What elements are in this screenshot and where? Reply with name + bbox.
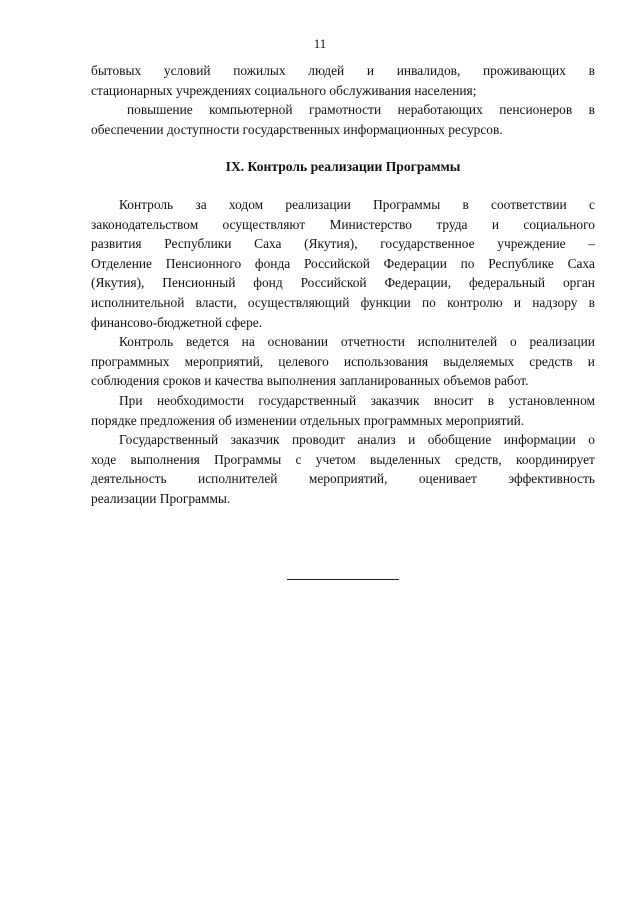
word: по: [422, 294, 436, 310]
word: обобщение: [427, 432, 492, 448]
word: за: [195, 196, 207, 212]
text-line: [91, 273, 595, 293]
word: основании: [267, 334, 329, 350]
word: Программы: [214, 451, 282, 467]
word: федеральный: [468, 275, 546, 291]
text-line: реализации Программы.: [91, 490, 231, 506]
word: мероприятий,: [308, 471, 388, 487]
word: пенсионеров: [499, 102, 573, 118]
word: необходимости: [156, 392, 244, 408]
word: Пенсионный: [162, 275, 236, 291]
word: бытовых: [91, 63, 142, 78]
word: контролю: [447, 294, 503, 310]
word: фонд: [253, 275, 283, 291]
word: учреждение: [497, 236, 566, 252]
word: и: [587, 353, 595, 369]
word: исполнительной: [91, 294, 185, 310]
word: в: [487, 392, 495, 408]
word: Министерство: [329, 216, 412, 232]
word: отчетности: [340, 334, 405, 350]
word: координирует: [516, 451, 595, 467]
word: анализ: [357, 432, 396, 448]
word: инвалидов,: [396, 63, 461, 78]
word: функции: [360, 294, 411, 310]
word: выполнения: [130, 451, 200, 467]
word: информации: [503, 432, 576, 448]
word: Программы: [373, 196, 441, 212]
text-line: стационарных учреждениях социального обслуживания населения;: [91, 82, 477, 98]
word: Отделение: [91, 255, 153, 271]
word: соответствии: [491, 196, 567, 212]
paragraph-amendments: [91, 391, 595, 430]
text-line: [91, 254, 595, 274]
word: установленном: [508, 392, 595, 408]
paragraph-control-basis: [91, 332, 595, 391]
word: осуществляют: [222, 216, 306, 232]
word: Пенсионного: [165, 255, 242, 271]
word: Российской: [303, 255, 370, 271]
word: программных: [91, 353, 170, 369]
word: и: [366, 63, 375, 78]
text-line: [91, 332, 595, 352]
word: При: [119, 392, 143, 408]
text-line: [91, 469, 595, 489]
intro-paragraph: [91, 61, 595, 139]
word: использования: [343, 353, 428, 369]
word: с: [295, 451, 302, 467]
word: ходе: [91, 451, 117, 467]
word: законодательством: [91, 216, 199, 232]
word: Государственный: [119, 432, 219, 448]
word: деятельность: [91, 471, 167, 487]
text-line: порядке предложения об изменении отдельных программных мероприятий.: [91, 412, 525, 428]
text-line: [91, 61, 595, 81]
word: социального: [523, 216, 595, 232]
word: орган: [562, 275, 595, 291]
word: проводит: [291, 432, 345, 448]
word: в: [588, 294, 595, 310]
word: по: [460, 255, 475, 271]
word: –: [588, 236, 595, 252]
text-line: [91, 195, 595, 215]
word: осуществляющий: [247, 294, 350, 310]
word: ходом: [228, 196, 264, 212]
document-body: [91, 61, 595, 508]
word: реализации: [529, 334, 595, 350]
word: заказчик: [370, 392, 420, 408]
word: развития: [91, 236, 142, 252]
word: Республике: [488, 255, 554, 271]
text-line: [91, 352, 595, 372]
word: Контроль: [119, 334, 174, 350]
word: труда: [436, 216, 468, 232]
word: Саха: [567, 255, 595, 271]
word: о: [509, 334, 517, 350]
word: государственный: [258, 392, 357, 408]
word: вносит: [433, 392, 474, 408]
text-line: [91, 430, 595, 450]
word: (Якутия),: [304, 236, 358, 252]
word: Республики: [164, 236, 232, 252]
word: на: [241, 334, 255, 350]
paragraph-control-scope: [91, 195, 595, 332]
word: неработающих: [397, 102, 483, 118]
word: средств: [529, 353, 573, 369]
word: учетом: [315, 451, 356, 467]
word: власти,: [195, 294, 237, 310]
word: реализации: [285, 196, 351, 212]
word: Саха: [254, 236, 282, 252]
word: о: [588, 432, 595, 448]
text-line: [91, 234, 595, 254]
word: в: [462, 196, 469, 212]
word: эффективность: [508, 471, 595, 487]
word: повышение: [127, 102, 193, 118]
word: и: [513, 294, 522, 310]
word: и: [491, 216, 500, 232]
section-heading: IX. Контроль реализации Программы: [225, 159, 461, 175]
word: выделенных: [370, 451, 441, 467]
word: выделяемых: [443, 353, 515, 369]
text-line: [91, 215, 595, 235]
word: условий: [163, 63, 211, 78]
word: проживающих: [483, 63, 566, 78]
word: оценивает: [418, 471, 477, 487]
word: в: [588, 63, 595, 78]
text-line: соблюдения сроков и качества выполнения запланированных объемов работ.: [91, 373, 529, 389]
word: людей: [308, 63, 345, 78]
word: надзору: [532, 294, 578, 310]
word: ведется: [185, 334, 229, 350]
word: государственное: [380, 236, 475, 252]
word: пожилых: [233, 63, 286, 78]
word: с: [588, 196, 595, 212]
text-line: [91, 293, 595, 313]
word: мероприятий,: [184, 353, 264, 369]
word: Федерации: [383, 255, 447, 271]
word: в: [588, 102, 595, 118]
word: Российской: [300, 275, 367, 291]
word: средств,: [455, 451, 502, 467]
text-line: финансово-бюджетной сфере.: [91, 314, 263, 330]
text-line: обеспечении доступности государственных информационных ресурсов.: [91, 121, 503, 137]
word: Федерации,: [384, 275, 452, 291]
end-separator-line: [287, 579, 399, 580]
word: фонда: [254, 255, 291, 271]
word: Контроль: [119, 196, 174, 212]
word: исполнителей: [198, 471, 278, 487]
text-line: [91, 100, 595, 120]
word: заказчик: [230, 432, 280, 448]
page-number: 11: [313, 36, 327, 51]
text-line: [91, 391, 595, 411]
word: грамотности: [308, 102, 382, 118]
word: целевого: [278, 353, 329, 369]
word: исполнителей: [417, 334, 498, 350]
word: (Якутия),: [91, 275, 145, 291]
word: компьютерной: [209, 102, 293, 118]
paragraph-analysis: [91, 430, 595, 508]
text-line: [91, 450, 595, 470]
word: и: [408, 432, 416, 448]
